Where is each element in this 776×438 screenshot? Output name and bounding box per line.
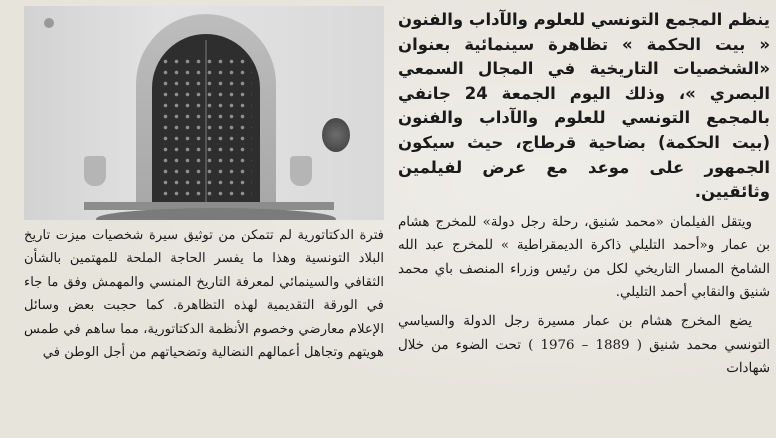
photo-lamp (44, 18, 54, 28)
left-column (24, 0, 384, 364)
left-column-text: فترة الدكتاتورية لم تتمكن من توثيق سيرة شخصيات ميزت تاريخ البلاد التونسية وهذا ما يفسر الحاجة الملحة للمهتمين بالشأن الثقافي والسينمائي لمعرفة التاريخ المنسي والمهمش وفق ما جاء في الورقة التقديمية لهذه التظاهرة. كما حجبت بعض وسائل الإعلام معارضي وخصوم الأنظمة الدكتاتورية، مما ساهم في طمس هويتهم وتجاهل أعمالهم النضالية وتضحياتهم من أجل الوطن في (24, 228, 384, 361)
photo-door-split (205, 40, 207, 206)
lead-paragraph: ينظم المجمع التونسي للعلوم والآداب والفنون « بيت الحكمة » تظاهرة سينمائية بعنوان «الشخصيات التاريخية في المجال السمعي البصري »، وذلك اليوم الجمعة 24 جانفي بالمجمع التونسي للعلوم والآداب والفنون (بيت الحكمة) بضاحية قرطاج، حيث سيكون الجمهور على موعد مع عرض لفيلمين وثائقيين. (398, 10, 770, 202)
photo-plant (322, 118, 350, 152)
photo-vase-left (84, 156, 106, 186)
article-photo (24, 6, 384, 220)
body-paragraph-films: ويتقل الفيلمان «محمد شنيق، رحلة رجل دولة» للمخرج هشام بن عمار و«أحمد التليلي ذاكرة الديمقراطية » للمخرج عبد الله الشامخ المسار التاريخي لكل من رئيس وزراء المنصف باي محمد شنيق والنقابي أحمد التليلي. (398, 214, 770, 300)
body-paragraph-director: يضع المخرج هشام بن عمار مسيرة رجل الدولة والسياسي التونسي محمد شنيق ( 1889 – 1976 ) تحت الضوء من خلال شهادات (398, 314, 771, 377)
photo-vase-right (290, 156, 312, 186)
right-column (398, 0, 770, 381)
